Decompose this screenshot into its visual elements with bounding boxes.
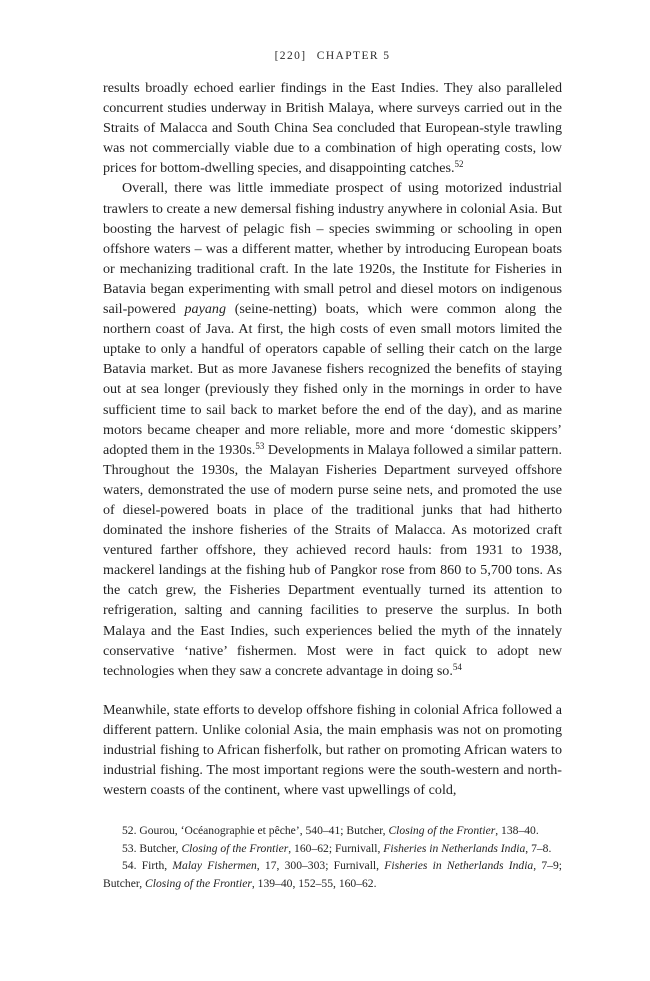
footnote-53-text-b: , 160–62; Furnivall, [288,841,384,855]
footnote-ref-52[interactable]: 52 [454,159,464,170]
chapter-label: CHAPTER 5 [316,50,391,62]
footnote-53-title-2: Fisheries in Netherlands India [383,841,526,855]
footnote-53-title-1: Closing of the Frontier [181,841,289,855]
page-number: [220] [274,50,307,62]
footnote-54-text-c: , 7–9; Butcher, [103,859,562,890]
running-head [103,50,562,62]
footnote-52-text-a: 52. Gourou, ‘Océanographie et pêche’, 540–41; Butcher, [122,824,389,837]
paragraph-2-text-b: (seine-netting) boats, which were common along the northern coast of Java. At first, the high costs of even small motors limited the uptake to only a handful of operators capable of selling their catch on the large Batavia market. But as more Javanese fishers recognized the benefits of staying out at sea longer (previously they fished only in the mornings in order to have sufficient time to sail back to market before the end of the day), and as marine motors became cheaper and more reliable, more and more ‘domestic skippers’ adopted them in the 1930s. [103,301,563,458]
body-text [103,78,562,800]
footnote-52 [103,822,562,840]
footnote-53-text-a: 53. Butcher, [122,841,182,855]
paragraph-1 [103,78,562,178]
paragraph-2-italic-term: payang [184,301,226,318]
footnote-53-text-c: , 7–8. [525,841,552,855]
footnote-54-text-b: , 17, 300–303; Furnivall, [256,859,385,873]
footnote-54-title-1: Malay Fishermen [172,859,257,873]
paragraph-2-text-c: Developments in Malaya followed a similar pattern. Throughout the 1930s, the Malayan Fisheries Department surveyed offshore waters, demonstrated the use of modern purse seine nets, and promoted the use of diesel-powered boats in place of the traditional junks that had hitherto dominated the inshore fisheries of the Straits of Malacca. As motorized craft ventured farther offshore, they achieved record hauls: from 1931 to 1938, mackerel landings at the fishing hub of Pangkor rose from 860 to 5,700 tons. As the catch grew, the Fisheries Department eventually turned its attention to refrigeration, salting and canning facilities to preserve the surplus. In both Malaya and the East Indies, such experiences belied the myth of the innately conservative ‘native’ fishermen. Most were in fact quick to adopt new technologies when they saw a concrete advantage in doing so. [103,441,563,679]
paragraph-2 [103,178,562,680]
footnote-54-title-2: Fisheries in Netherlands India [384,859,534,873]
paragraph-1-text: results broadly echoed earlier findings in the East Indies. They also paralleled concurrent studies underway in British Malaya, where surveys carried out in the Straits of Malacca and South China Sea concluded that European-style trawling was not commercially viable due to a combination of high operating costs, low prices for bottom-dwelling species, and disappointing catches. [103,80,562,177]
footnote-52-title: Closing of the Frontier [388,824,496,837]
footnote-54 [103,857,562,892]
footnotes [103,822,562,892]
footnote-54-text-a: 54. Firth, [122,859,173,873]
paragraph-3 [103,700,562,800]
footnote-53 [103,840,562,858]
footnote-54-title-3: Closing of the Frontier [145,876,252,890]
footnote-ref-54[interactable]: 54 [452,661,462,672]
footnote-52-text-b: , 138–40. [495,824,539,837]
paragraph-3-text: Meanwhile, state efforts to develop offshore fishing in colonial Africa followed a different pattern. Unlike colonial Asia, the main emphasis was not on promoting industrial fishing to African fisherfolk, but rather on promoting African waters to industrial fishing. The most important regions were the south-western and north-western coasts of the continent, where vast upwellings of cold, [103,701,562,799]
paragraph-2-text-a: Overall, there was little immediate prospect of using motorized industrial trawlers to create a new demersal fishing industry anywhere in colonial Asia. But boosting the harvest of pelagic fish – species swimming or schooling in open offshore waters – was a different matter, whether by introducing European boats or mechanizing traditional craft. In the late 1920s, the Institute for Fisheries in Batavia began experimenting with small petrol and diesel motors on indigenous sail-powered [103,180,562,318]
footnote-ref-53[interactable]: 53 [255,440,265,451]
footnote-54-text-d: , 139–40, 152–55, 160–62. [251,876,377,890]
